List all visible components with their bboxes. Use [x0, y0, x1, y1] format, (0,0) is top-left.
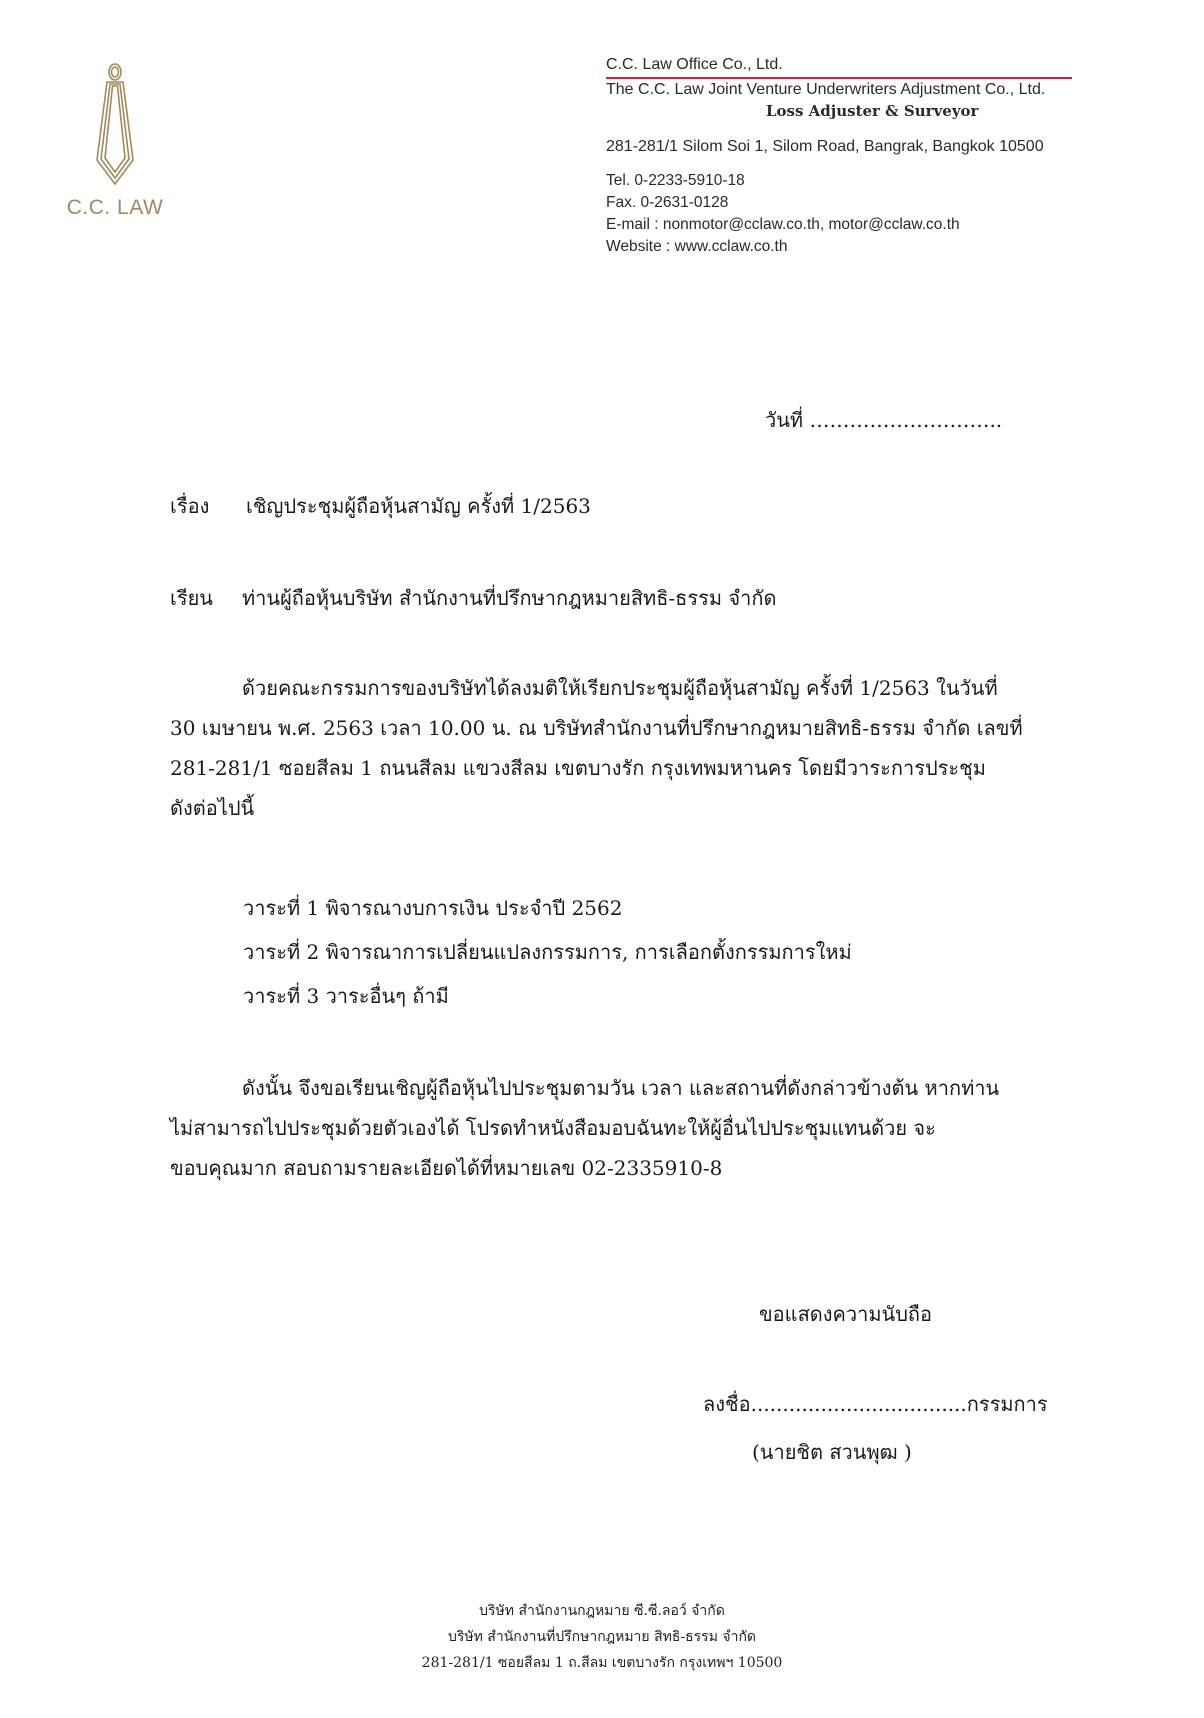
company-logo: [60, 62, 170, 232]
subject-line: [170, 486, 591, 526]
paragraph-2: [170, 1068, 1036, 1188]
subject-text: เชิญประชุมผู้ถือหุ้นสามัญ ครั้งที่ 1/2563: [246, 494, 591, 518]
salutation-label: เรียน: [170, 586, 213, 610]
footer-line: บริษัท สำนักงานที่ปรึกษากฎหมาย สิทธิ-ธรรม จำกัด: [447, 1629, 757, 1645]
tie-logo-icon: [93, 62, 137, 186]
agenda-item: วาระที่ 3 วาระอื่นๆ ถ้ามี: [243, 984, 449, 1008]
tel-line: Tel. 0-2233-5910-18: [606, 172, 745, 189]
salutation-text: ท่านผู้ถือหุ้นบริษัท สำนักงานที่ปรึกษากฎหมายสิทธิ-ธรรม จำกัด: [242, 586, 777, 610]
fax-line: Fax. 0-2631-0128: [606, 194, 729, 211]
contact-block: [606, 170, 1076, 258]
paragraph-1: [170, 668, 1036, 828]
logo-text: C.C. LAW: [66, 196, 164, 219]
company-address: 281-281/1 Silom Soi 1, Silom Road, Bangrak, Bangkok 10500: [606, 138, 1044, 155]
subject-label: เรื่อง: [170, 494, 210, 518]
footer-line: 281-281/1 ซอยสีลม 1 ถ.สีลม เขตบางรัก กรุงเทพฯ 10500: [421, 1655, 783, 1671]
paragraph-line: ด้วยคณะกรรมการของบริษัทได้ลงมติให้เรียกประชุมผู้ถือหุ้นสามัญ ครั้งที่ 1/2563 ในวันที่: [242, 676, 998, 700]
agenda-item: วาระที่ 1 พิจารณางบการเงิน ประจำปี 2562: [243, 896, 623, 920]
email-line: E-mail : nonmotor@cclaw.co.th, motor@cclaw.co.th: [606, 216, 960, 233]
closing-text: ขอแสดงความนับถือ: [759, 1302, 933, 1326]
paragraph-line: ขอบคุณมาก สอบถามรายละเอียดได้ที่หมายเลข 02-2335910-8: [170, 1156, 723, 1180]
paragraph-line: ไม่สามารถไปประชุมด้วยตัวเองได้ โปรดทำหนังสือมอบฉันทะให้ผู้อื่นไปประชุมแทนด้วย จะ: [170, 1116, 936, 1140]
company-name-2: The C.C. Law Joint Venture Underwriters Adjustment Co., Ltd.: [606, 81, 1046, 98]
website-line: Website : www.cclaw.co.th: [606, 238, 788, 255]
salutation-line: [170, 578, 776, 618]
date-line: วันที่ ………………………..: [765, 408, 1003, 432]
letterhead-rule: [606, 77, 1072, 79]
agenda-list: [243, 886, 852, 1018]
footer-line: บริษัท สำนักงานกฎหมาย ซี.ซี.ลอว์ จำกัด: [479, 1603, 725, 1619]
paragraph-line: ดังนั้น จึงขอเรียนเชิญผู้ถือหุ้นไปประชุมตามวัน เวลา และสถานที่ดังกล่าวข้างต้น หากท่าน: [242, 1076, 1000, 1100]
paragraph-line: 281-281/1 ซอยสีลม 1 ถนนสีลม แขวงสีลม เขตบางรัก กรุงเทพมหานคร โดยมีวาระการประชุม: [170, 756, 986, 780]
paragraph-line: ดังต่อไปนี้: [170, 796, 255, 820]
signature-line: ลงชื่อ..................................กรรมการ: [703, 1392, 1048, 1416]
company-tagline: Loss Adjuster & Surveyor: [766, 102, 979, 120]
company-name-1: C.C. Law Office Co., Ltd.: [606, 56, 783, 73]
letterhead: [606, 54, 1076, 258]
agenda-item: วาระที่ 2 พิจารณาการเปลี่ยนแปลงกรรมการ, การเลือกตั้งกรรมการใหม่: [243, 940, 852, 964]
footer-block: [352, 1598, 852, 1676]
paragraph-line: 30 เมษายน พ.ศ. 2563 เวลา 10.00 น. ณ บริษัทสำนักงานที่ปรึกษากฎหมายสิทธิ-ธรรม จำกัด เลขที่: [170, 716, 1023, 740]
signer-name: (นายชิต สวนพุฒ ): [752, 1440, 912, 1464]
